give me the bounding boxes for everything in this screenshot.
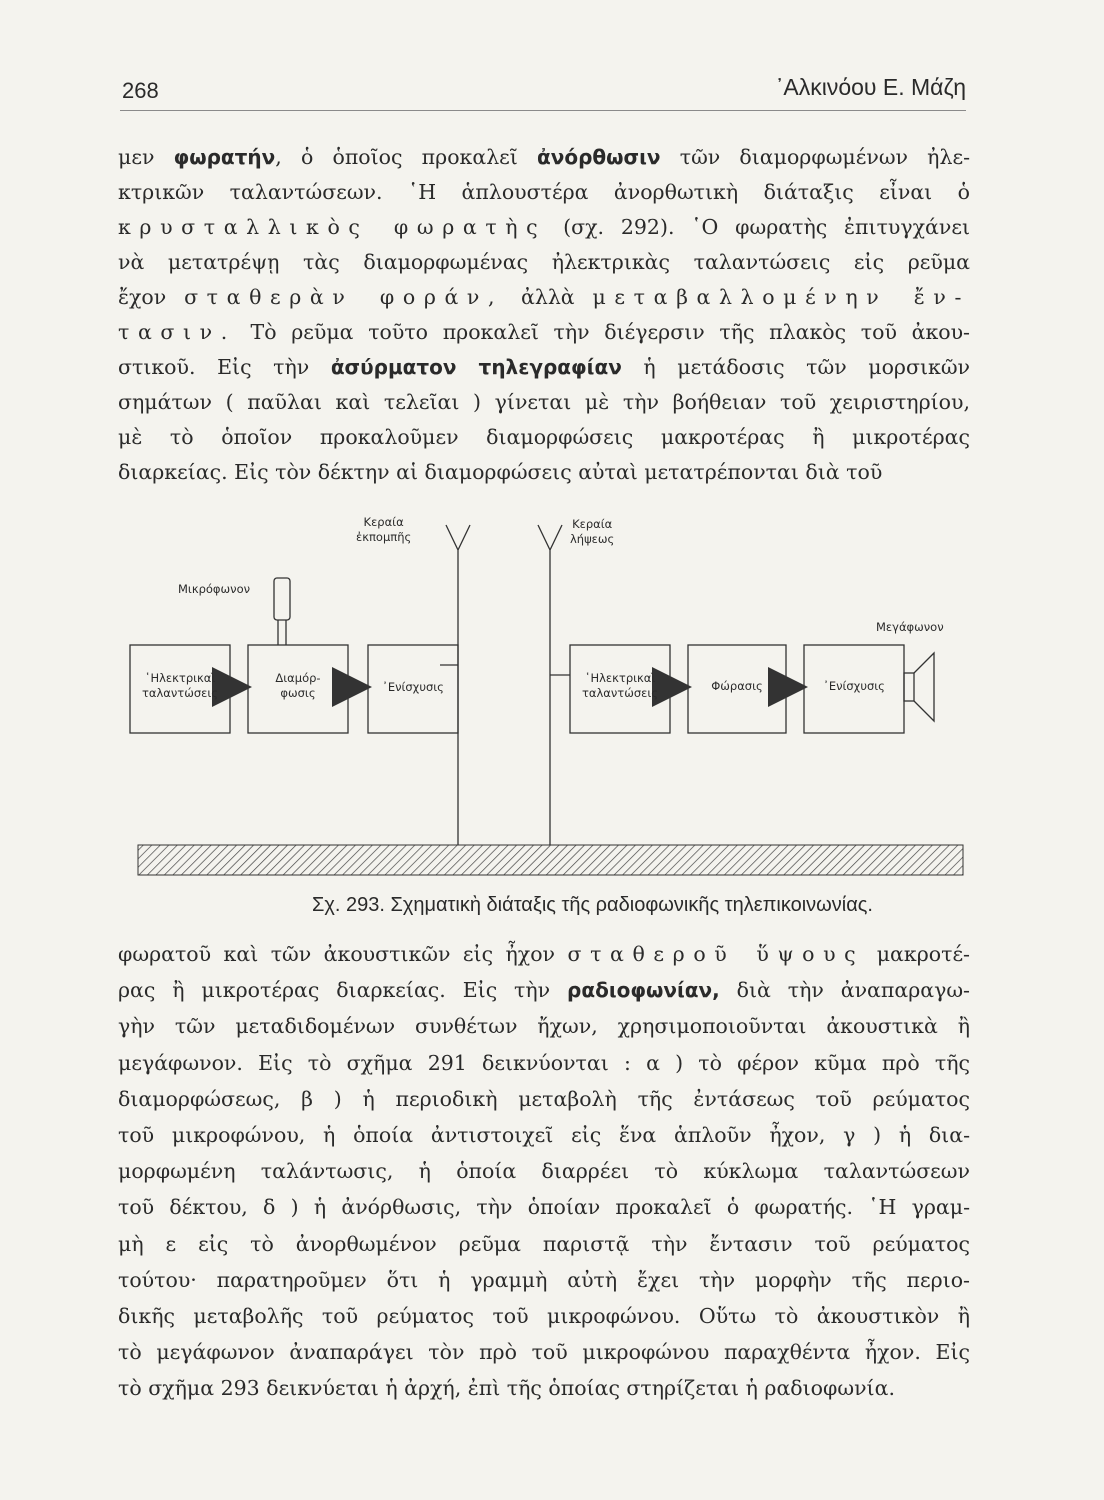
- text-run: ἔχον: [118, 285, 185, 309]
- detection-label: Φώρασις: [711, 679, 763, 693]
- figure-293: [118, 505, 978, 910]
- text-run: μακροτέ-: [864, 942, 970, 966]
- text-line: [118, 350, 970, 385]
- spaced-term: μεταβαλλομένην ἔν-: [592, 285, 970, 309]
- text-run: τῶν διαμορφωμένων ἠλε-: [660, 145, 970, 169]
- ground-bar: [138, 845, 963, 875]
- text-run: τὸ μεγάφωνον ἀναπαράγει τὸν πρὸ τοῦ μικροφώνου παραχθέντα ἦχον. Εἰς: [118, 1340, 970, 1365]
- text-run: μορφωμένη ταλάντωσις, ἡ ὁποία διαρρέει τὸ κύκλωμα ταλαντώσεων: [118, 1159, 970, 1184]
- text-line: [118, 175, 970, 210]
- paragraph-2: [118, 936, 970, 1407]
- rx-oscillations-label: ῾Ηλεκτρικαὶ ταλαντώσεις: [581, 671, 658, 700]
- bold-term: ἀνόρθωσιν: [537, 145, 661, 169]
- text-run: κτρικῶν ταλαντώσεων. ῾Η ἁπλουστέρα ἀνορθωτικὴ διάταξις εἶναι ὁ: [118, 180, 970, 204]
- text-run: ἀλλὰ: [503, 285, 593, 309]
- bold-term: ἀσύρματον τηλεγραφίαν: [330, 355, 622, 379]
- text-run: διὰ τὴν ἀναπαραγω-: [719, 978, 970, 1003]
- loudspeaker-icon: [904, 653, 934, 721]
- text-run: νὰ μετατρέψῃ τὰς διαμορφωμένας ἠλεκτρικὰς ταλαντώσεις εἰς ρεῦμα: [118, 250, 970, 274]
- text-line: [118, 245, 970, 280]
- text-run: , ὁ ὁποῖος προκαλεῖ: [275, 145, 538, 169]
- text-run: τούτου· παρατηροῦμεν ὅτι ἡ γραμμὴ αὐτὴ ἔχει τὴν μορφὴν τῆς περιο-: [118, 1267, 970, 1292]
- bold-term: φωρατήν: [173, 145, 276, 169]
- text-line: [118, 1370, 970, 1406]
- figure-caption: Σχ. 293. Σχηματικὴ διάταξις τῆς ραδιοφωνικῆς τηλεπικοινωνίας.: [312, 894, 873, 916]
- running-head: ᾿Αλκινόου Ε. Μάζη: [775, 74, 966, 100]
- text-run: φωρατοῦ καὶ τῶν ἀκουστικῶν εἰς ἦχον: [118, 942, 568, 966]
- text-run: Τὸ ρεῦμα τοῦτο προκαλεῖ τὴν διέγερσιν τῆς πλακὸς τοῦ ἀκου-: [235, 320, 970, 344]
- bold-term: ραδιοφωνίαν,: [567, 978, 720, 1003]
- rx-antenna-icon: [538, 525, 562, 845]
- text-line: [118, 280, 970, 315]
- text-run: διαρκείας. Εἰς τὸν δέκτην αἱ διαμορφώσεις αὐταὶ μετατρέπονται διὰ τοῦ: [118, 460, 883, 484]
- paragraph-1: [118, 140, 970, 490]
- text-line: [118, 1226, 970, 1262]
- tx-antenna-label: Κεραία ἐκπομπῆς: [356, 515, 412, 544]
- text-line: [118, 420, 970, 455]
- text-run: ἡ μετάδοσις τῶν μορσικῶν: [621, 355, 970, 379]
- spaced-term: σταθερὰν φοράν,: [184, 285, 504, 309]
- microphone-icon: [274, 578, 290, 620]
- header-rule: [120, 110, 966, 111]
- block-diagram: [118, 505, 978, 910]
- text-run: (σχ. 292). ῾Ο φωρατὴς ἐπιτυγχάνει: [546, 215, 970, 239]
- text-line: [118, 1189, 970, 1225]
- spaced-term: κρυσταλλικὸς φωρατὴς: [118, 215, 547, 239]
- text-line: [118, 315, 970, 350]
- text-run: μεγάφωνον. Εἰς τὸ σχῆμα 291 δεικνύονται : α ) τὸ φέρον κῦμα πρὸ τῆς: [118, 1050, 970, 1075]
- text-line: [118, 1334, 970, 1370]
- text-run: διαμορφώσεως, β ) ἡ περιοδικὴ μεταβολὴ τῆς ἐντάσεως τοῦ ρεύματος: [118, 1086, 970, 1111]
- text-run: γὴν τῶν μεταδιδομένων συνθέτων ἤχων, χρησιμοποιοῦνται ἀκουστικὰ ἢ: [118, 1014, 970, 1039]
- modulation-label: Διαμόρ- φωσις: [275, 671, 321, 700]
- text-line: [118, 1081, 970, 1117]
- text-line: [118, 936, 970, 972]
- text-run: δικῆς μεταβολῆς τοῦ ρεύματος τοῦ μικροφώνου. Οὕτω τὸ ἀκουστικὸν ἢ: [118, 1304, 970, 1329]
- text-run: μὴ ε εἰς τὸ ἀνορθωμένον ρεῦμα παριστᾷ τὴν ἔντασιν τοῦ ρεύματος: [118, 1231, 970, 1256]
- text-run: σημάτων ( παῦλαι καὶ τελεῖαι ) γίνεται μὲ τὴν βοήθειαν τοῦ χειριστηρίου,: [118, 390, 970, 414]
- text-line: [118, 1117, 970, 1153]
- text-line: [118, 972, 970, 1008]
- loudspeaker-label: Μεγάφωνον: [876, 620, 944, 634]
- text-line: [118, 1153, 970, 1189]
- text-line: [118, 1008, 970, 1044]
- text-line: [118, 455, 970, 490]
- microphone-label: Μικρόφωνον: [178, 582, 251, 596]
- text-run: τοῦ μικροφώνου, ἡ ὁποία ἀντιστοιχεῖ εἰς ἕνα ἁπλοῦν ἦχον, γ ) ἡ δια-: [118, 1123, 970, 1148]
- text-run: στικοῦ. Εἰς τὴν: [118, 355, 331, 379]
- rx-amplification-label: ᾿Ενίσχυσις: [823, 679, 885, 693]
- text-run: μὲ τὸ ὁποῖον προκαλοῦμεν διαμορφώσεις μακροτέρας ἢ μικροτέρας: [118, 425, 970, 449]
- text-run: τὸ σχῆμα 293 δεικνύεται ἡ ἀρχή, ἐπὶ τῆς ὁποίας στηρίζεται ἡ ραδιοφωνία.: [118, 1376, 895, 1401]
- tx-amplification-label: ᾿Ενίσχυσις: [382, 680, 444, 694]
- text-line: [118, 1262, 970, 1298]
- text-line: [118, 385, 970, 420]
- text-line: [118, 1298, 970, 1334]
- text-run: μεν: [118, 145, 174, 169]
- text-line: [118, 1045, 970, 1081]
- text-run: τοῦ δέκτου, δ ) ἡ ἀνόρθωσις, τὴν ὁποίαν προκαλεῖ ὁ φωρατής. ῾Η γραμ-: [118, 1195, 970, 1220]
- text-line: [118, 140, 970, 175]
- text-line: [118, 210, 970, 245]
- page-number: 268: [122, 78, 159, 103]
- tx-oscillations-label: ῾Ηλεκτρικαὶ ταλαντώσεις: [141, 671, 218, 700]
- rx-antenna-label: Κεραία λήψεως: [570, 517, 615, 546]
- spaced-term: τασιν.: [118, 320, 236, 344]
- text-run: ρας ἢ μικροτέρας διαρκείας. Εἰς τὴν: [118, 978, 568, 1003]
- spaced-term: σταθεροῦ ὕψους: [567, 942, 865, 966]
